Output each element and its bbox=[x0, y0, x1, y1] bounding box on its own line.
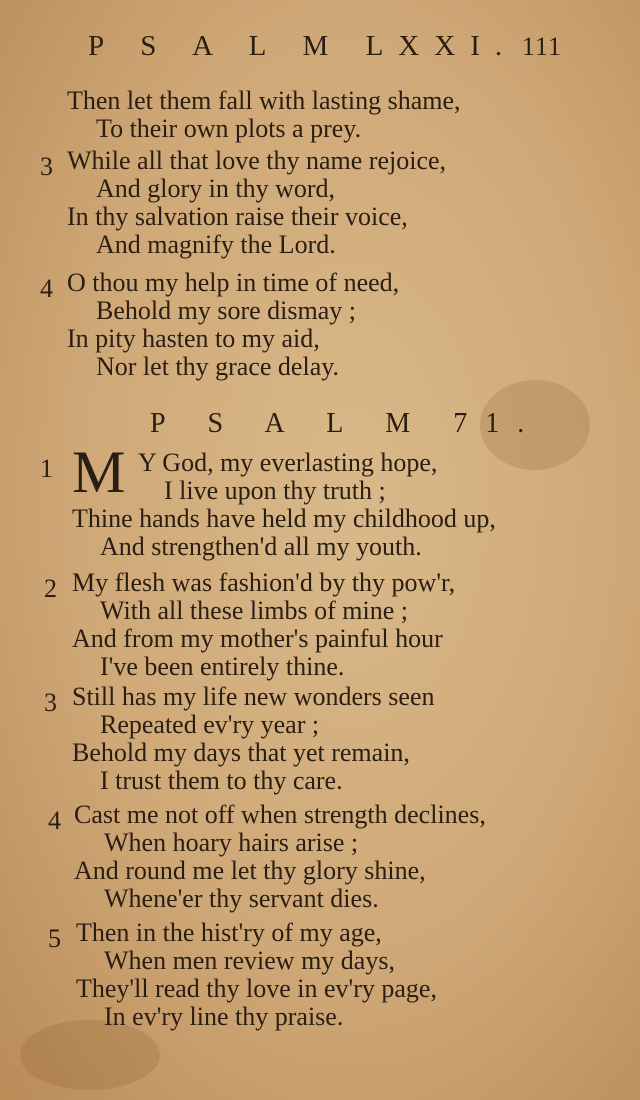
verse-number: 5 bbox=[48, 924, 61, 953]
verse-number: 1 bbox=[40, 454, 53, 483]
verse-line: Repeated ev'ry year ; bbox=[100, 710, 320, 739]
verse-line: Then let them fall with lasting shame, bbox=[67, 86, 461, 115]
verse-line: And magnify the Lord. bbox=[96, 230, 336, 259]
verse-line: I live upon thy truth ; bbox=[164, 476, 386, 505]
verse-line: Y God, my everlasting hope, bbox=[138, 448, 438, 477]
verse-number: 3 bbox=[40, 152, 53, 181]
verse-number: 4 bbox=[40, 274, 53, 303]
page-header bbox=[0, 30, 640, 70]
verse-number: 2 bbox=[44, 574, 57, 603]
verse-line: Behold my sore dismay ; bbox=[96, 296, 356, 325]
page-number: 111 bbox=[521, 32, 562, 61]
verse-line: And round me let thy glory shine, bbox=[74, 856, 426, 885]
verse-number: 4 bbox=[48, 806, 61, 835]
verse-line: Whene'er thy servant dies. bbox=[104, 884, 379, 913]
verse-line: Nor let thy grace delay. bbox=[96, 352, 340, 381]
verse-line: Then in the hist'ry of my age, bbox=[76, 918, 382, 947]
verse-line: They'll read thy love in ev'ry page, bbox=[76, 974, 437, 1003]
verse-number: 3 bbox=[44, 688, 57, 717]
running-title: P S A L M LXXI. bbox=[88, 30, 518, 62]
verse-line: In pity hasten to my aid, bbox=[67, 324, 320, 353]
verse-line: In thy salvation raise their voice, bbox=[67, 202, 408, 231]
verse-line: While all that love thy name rejoice, bbox=[67, 146, 447, 175]
verse-line: And strengthen'd all my youth. bbox=[100, 532, 422, 561]
verse-line: Behold my days that yet remain, bbox=[72, 738, 410, 767]
verse-line: When hoary hairs arise ; bbox=[104, 828, 359, 857]
verse-line: When men review my days, bbox=[104, 946, 395, 975]
psalm-heading: P S A L M 71. bbox=[150, 408, 543, 439]
verse-line: I trust them to thy care. bbox=[100, 766, 343, 795]
verse-line: Still has my life new wonders seen bbox=[72, 682, 435, 711]
verse-line: In ev'ry line thy praise. bbox=[104, 1002, 344, 1031]
verse-line: With all these limbs of mine ; bbox=[100, 596, 409, 625]
verse-line: Thine hands have held my childhood up, bbox=[72, 504, 496, 533]
verse-line: Cast me not off when strength declines, bbox=[74, 800, 486, 829]
verse-line: And glory in thy word, bbox=[96, 174, 336, 203]
verse-line: O thou my help in time of need, bbox=[67, 268, 400, 297]
drop-cap: M bbox=[72, 439, 126, 505]
verse-line: My flesh was fashion'd by thy pow'r, bbox=[72, 568, 456, 597]
verse-line: I've been entirely thine. bbox=[100, 652, 345, 681]
verse-line: And from my mother's painful hour bbox=[72, 624, 443, 653]
verse-line: To their own plots a prey. bbox=[96, 114, 362, 143]
